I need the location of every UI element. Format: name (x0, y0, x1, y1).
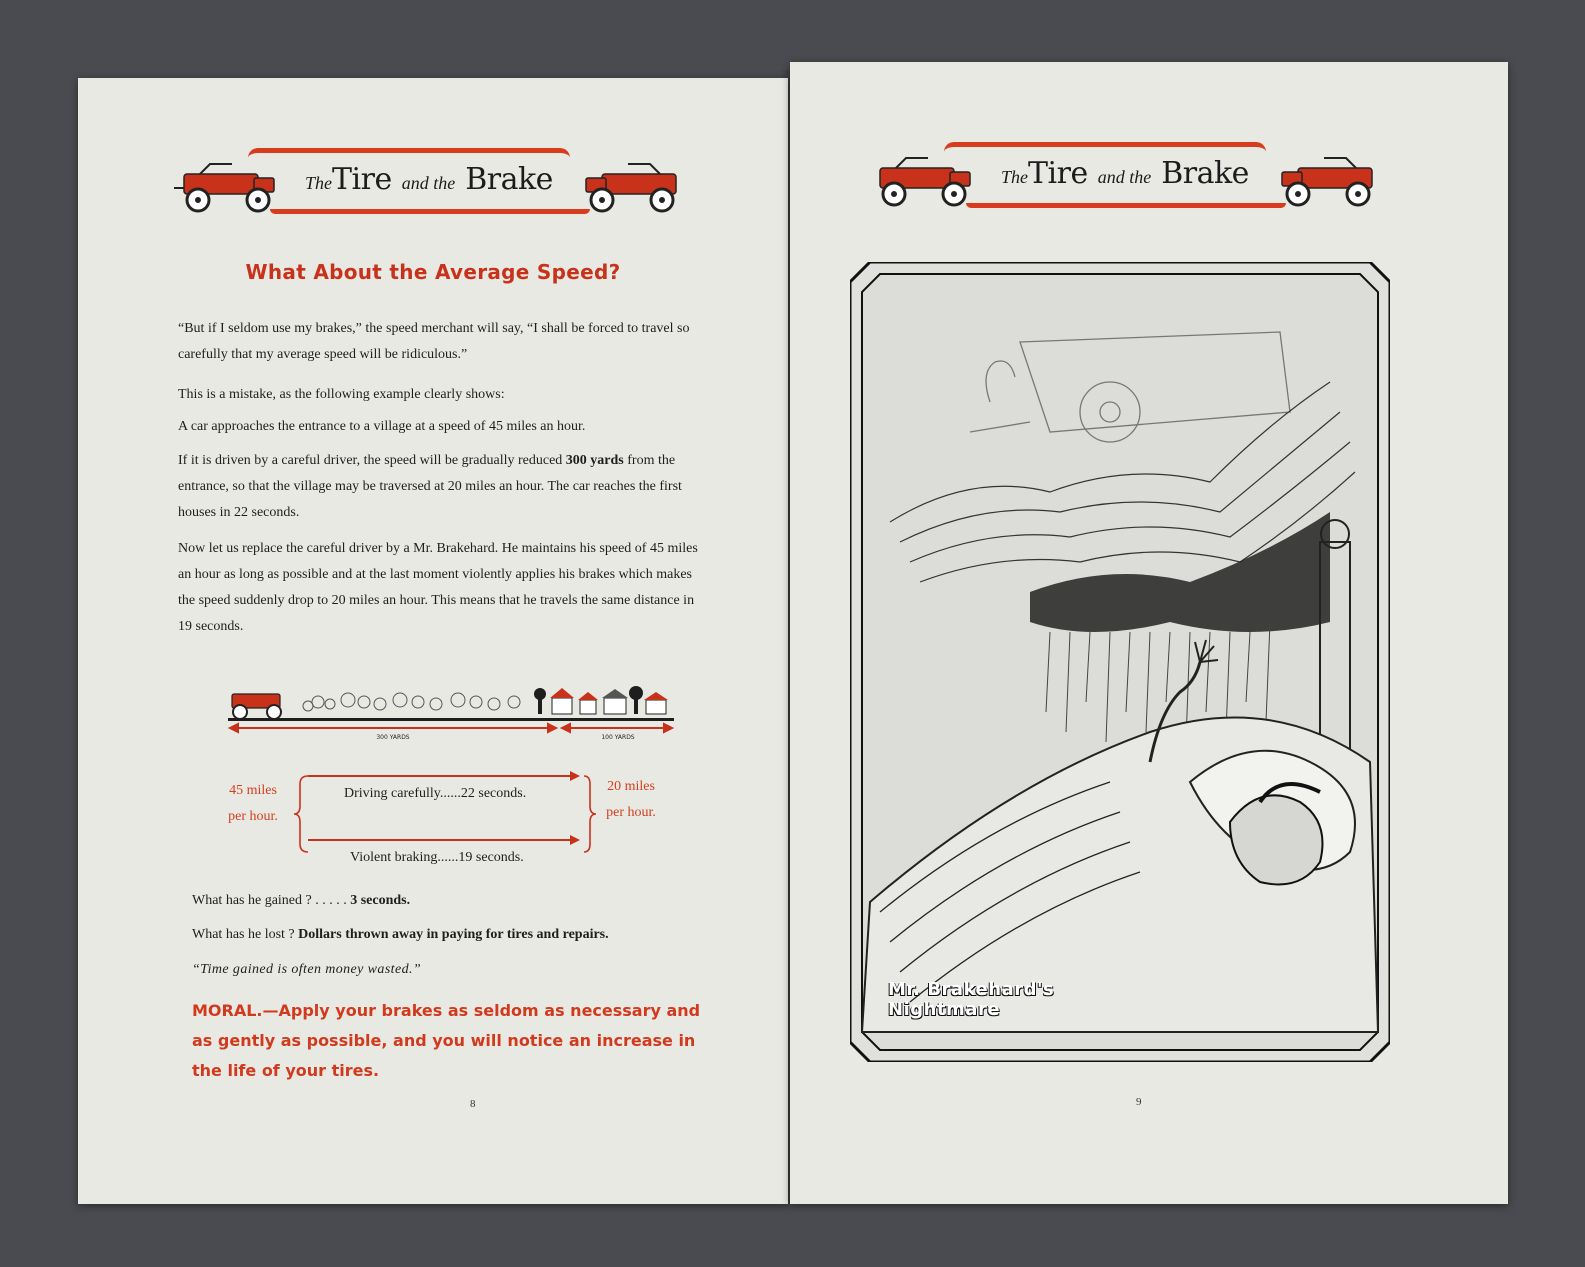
route-careful: Driving carefully......22 seconds. (344, 786, 527, 801)
speed-comparison-diagram (218, 770, 678, 870)
page-heading: What About the Average Speed? (245, 260, 621, 284)
banner-and-the: and the (401, 173, 456, 193)
right-page (790, 62, 1508, 1204)
strip-car-icon (232, 694, 281, 719)
vintage-car-icon (572, 158, 690, 214)
end-speed-label (596, 774, 666, 826)
lost-question (192, 927, 712, 943)
village-houses-icon (534, 686, 668, 714)
paragraph-text: from the entrance, so that the village may be traversed at 20 miles an hour. The car reaches the first houses in 22 seconds. (178, 453, 682, 520)
banner-title (280, 162, 578, 197)
question-text: What has he gained ? . . . . . (192, 893, 351, 908)
question-text: What has he lost ? (192, 927, 299, 942)
caption-line-2: Nightmare (888, 999, 1001, 1020)
illustration-caption (888, 980, 1054, 1020)
start-speed-line1: 45 miles (229, 783, 277, 798)
caption-line-1: Mr. Brakehard's (888, 979, 1055, 1000)
start-speed-line2: per hour. (228, 809, 278, 824)
vintage-car-icon (866, 152, 984, 208)
moral-text: MORAL.—Apply your brakes as seldom as necessary and as gently as possible, and you will notice an increase in the life of your tires. (192, 1001, 701, 1080)
village-distance-illustration (218, 684, 678, 740)
dust-clouds (303, 693, 520, 711)
banner-the: The (305, 173, 333, 193)
banner-tire: Tire (332, 162, 392, 197)
page-banner (866, 142, 1386, 212)
road-line (228, 718, 674, 721)
paragraph: This is a mistake, as the following example clearly shows: (178, 387, 505, 402)
paragraph-bold-text: 300 yards (565, 453, 624, 468)
page-banner (170, 148, 690, 218)
page-number: 8 (470, 1098, 476, 1110)
route-braking: Violent braking......19 seconds. (350, 850, 524, 865)
banner-the: The (1001, 167, 1029, 187)
banner-underline (270, 209, 590, 214)
banner-brake: Brake (1161, 156, 1249, 191)
paragraph-text: If it is driven by a careful driver, the speed will be gradually reduced (178, 453, 566, 468)
end-speed-line1: 20 miles (607, 779, 655, 794)
paragraph: “But if I seldom use my brakes,” the speed merchant will say, “I shall be forced to travel so carefully that my average speed will be ridiculous.” (178, 321, 690, 362)
paragraph (178, 448, 698, 526)
paragraph: A car approaches the entrance to a village at a speed of 45 miles an hour. (178, 419, 586, 434)
nightmare-illustration (850, 262, 1390, 1062)
distance-arrows (230, 724, 672, 732)
quote: “Time gained is often money wasted.” (192, 962, 422, 977)
strip-label-100: 100 YARDS (601, 734, 635, 740)
left-page (78, 78, 788, 1204)
gained-question (192, 893, 712, 909)
page-number: 9 (1136, 1096, 1142, 1108)
illustration-drawing (850, 262, 1390, 1062)
banner-tire: Tire (1028, 156, 1088, 191)
vintage-car-icon (1268, 152, 1386, 208)
paragraph: Now let us replace the careful driver by a Mr. Brakehard. He maintains his speed of 45 miles an hour as long as possible and at the last moment violently applies his brakes which makes the speed suddenly drop to 20 miles an hour. This means that he travels the same distance in 19 seconds. (178, 541, 698, 634)
answer-text: Dollars thrown away in paying for tires and repairs. (298, 927, 609, 942)
banner-brake: Brake (465, 162, 553, 197)
end-speed-line2: per hour. (606, 805, 656, 820)
banner-underline (966, 203, 1286, 208)
banner-title (976, 156, 1274, 191)
vintage-car-icon (170, 158, 288, 214)
banner-and-the: and the (1097, 167, 1152, 187)
answer-text: 3 seconds. (350, 893, 411, 908)
strip-label-300: 300 YARDS (376, 734, 410, 740)
